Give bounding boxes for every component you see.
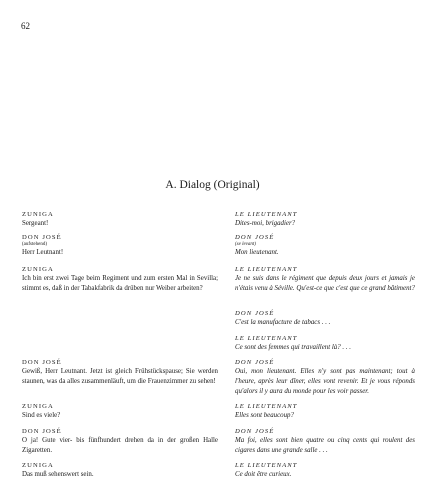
dialog-text: Sergeant! <box>22 220 49 227</box>
dialog-entry <box>235 265 415 294</box>
speaker-name: LE LIEUTENANT <box>235 335 298 342</box>
dialog-entry <box>235 210 415 229</box>
speaker-name: LE LIEUTENANT <box>235 462 298 469</box>
speaker-name: ZUNIGA <box>22 266 54 273</box>
page-number: 62 <box>21 21 30 31</box>
dialog-text: Oui, mon lieutenant. Elles n'y sont pas maintenant; tout à l'heure, après leur dîner, elles vont revenir. Et je vous réponds qu'alors il y aura du monde pour les voir passer. <box>235 368 415 395</box>
section-title: A. Dialog (Original) <box>165 179 260 191</box>
dialog-text: Dites-moi, brigadier? <box>235 220 296 227</box>
dialog-text: Ce sont des femmes qui travaillent là? . . . <box>235 344 351 351</box>
speaker-name: DON JOSÉ <box>235 359 275 366</box>
dialog-text: Sind es viele? <box>22 412 61 419</box>
speaker-name: ZUNIGA <box>22 462 54 469</box>
dialog-text: Gewiß, Herr Leutnant. Jetzt ist gleich Frühstückspause; Sie werden staunen, was da alles zusammenläuft, um die Frauenzimmer zu sehen! <box>22 368 218 385</box>
stage-direction: (se levant) <box>235 242 256 247</box>
dialog-text: Herr Leutnant! <box>22 249 64 256</box>
dialog-entry <box>22 233 218 258</box>
speaker-name: DON JOSÉ <box>235 234 275 241</box>
dialog-entry <box>22 265 218 294</box>
dialog-text: O ja! Gute vier- bis fünfhundert drehen da in der großen Halle Zigaretten. <box>22 437 218 454</box>
dialog-text: Ce doit être curieux. <box>235 471 292 478</box>
speaker-name: ZUNIGA <box>22 403 54 410</box>
stage-direction: (aufstehend) <box>22 242 47 247</box>
speaker-name: LE LIEUTENANT <box>235 266 298 273</box>
dialog-text: Je ne suis dans le régiment que depuis deux jours et jamais je n'étais venu à Séville. Qu'est-ce que c'est que ce grand bâtiment? <box>235 275 415 292</box>
speaker-name: DON JOSÉ <box>22 428 62 435</box>
dialog-entry <box>235 358 415 397</box>
dialog-entry <box>22 461 218 480</box>
dialog-entry <box>235 233 415 258</box>
dialog-entry <box>235 402 415 421</box>
speaker-name: LE LIEUTENANT <box>235 403 298 410</box>
dialog-text: Ich bin erst zwei Tage beim Regiment und zum ersten Mal in Sevilla; stimmt es, daß in der Tabakfabrik da drüben nur Weiber arbeiten? <box>22 275 218 292</box>
dialog-text: Ma foi, elles sont bien quatre ou cinq cents qui roulent des cigares dans une grande salle . . . <box>235 437 415 454</box>
speaker-name: DON JOSÉ <box>235 310 275 317</box>
dialog-entry <box>235 309 415 328</box>
dialog-entry <box>235 461 415 480</box>
speaker-name: LE LIEUTENANT <box>235 211 298 218</box>
speaker-name: DON JOSÉ <box>22 359 62 366</box>
dialog-text: C'est la manufacture de tabacs . . . <box>235 319 331 326</box>
speaker-name: ZUNIGA <box>22 211 54 218</box>
dialog-entry <box>22 402 218 421</box>
speaker-name: DON JOSÉ <box>22 234 62 241</box>
dialog-entry <box>22 358 218 387</box>
dialog-text: Elles sont beaucoup? <box>235 412 294 419</box>
dialog-entry <box>235 334 415 353</box>
dialog-text: Mon lieutenant. <box>235 249 279 256</box>
dialog-entry <box>22 427 218 456</box>
dialog-text: Das muß sehenswert sein. <box>22 471 94 478</box>
dialog-entry <box>235 427 415 456</box>
speaker-name: DON JOSÉ <box>235 428 275 435</box>
dialog-entry <box>22 210 218 229</box>
